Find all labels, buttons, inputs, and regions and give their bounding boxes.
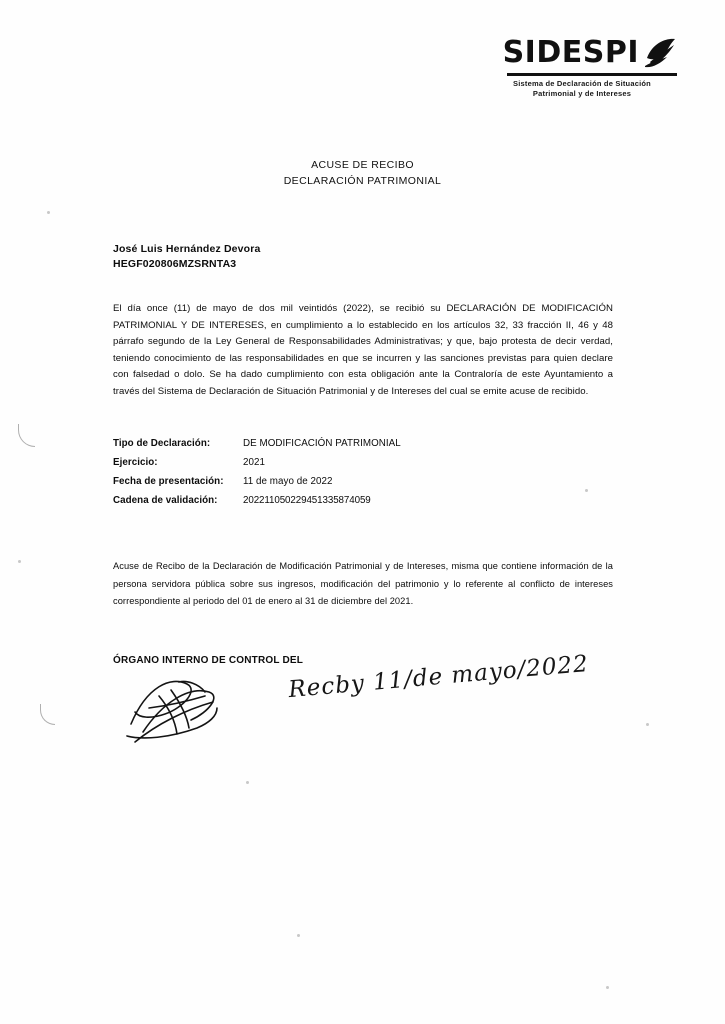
scan-speck	[606, 986, 609, 989]
scan-speck	[646, 723, 649, 726]
sidespi-logo	[417, 36, 677, 99]
closing-paragraph: Acuse de Recibo de la Declaración de Modificación Patrimonial y de Intereses, misma que contiene información de la persona servidora pública sobre sus ingresos, modificación del patrimonio y lo referente al conflicto de intereses correspondiente al periodo del 01 de enero al 31 de diciembre del 2021.	[113, 561, 613, 606]
field-value-tipo: DE MODIFICACIÓN PATRIMONIAL	[243, 438, 401, 449]
handwritten-signature-icon	[113, 662, 313, 762]
field-row	[113, 453, 613, 472]
logo-subtitle-line1: Sistema de Declaración de Situación	[513, 79, 651, 88]
field-row	[113, 434, 613, 453]
page-title	[0, 158, 725, 190]
scan-speck	[18, 560, 21, 563]
declarant-curp: HEGF020806MZSRNTA3	[113, 258, 237, 270]
handwritten-date-note: Recby 11/de mayo/2022	[287, 650, 590, 704]
organo-interno-label: ÓRGANO INTERNO DE CONTROL DEL	[113, 654, 304, 666]
scan-speck	[297, 934, 300, 937]
logo-subtitle-line2: Patrimonial y de Intereses	[532, 89, 632, 99]
page-title-line2: DECLARACIÓN PATRIMONIAL	[283, 174, 442, 187]
field-value-ejercicio: 2021	[243, 457, 265, 469]
field-value-fecha: 11 de mayo de 2022	[243, 476, 333, 488]
field-label-fecha: Fecha de presentación:	[113, 476, 224, 488]
logo-wordmark-row	[417, 36, 677, 70]
field-value-cadena: 202211050229451335874059	[243, 495, 371, 507]
field-row	[113, 472, 613, 491]
scan-speck	[47, 211, 50, 214]
logo-underline	[507, 73, 677, 76]
scan-arc-mark	[18, 424, 35, 447]
body-paragraph: El día once (11) de mayo de dos mil veintidós (2022), se recibió su DECLARACIÓN DE MODIFICACIÓN PATRIMONIAL Y DE INTERESES, en cumplimiento a lo establecido en los artículos 32, 33 fracción II, 46 y 48 párrafo segundo de la Ley General de Responsabilidades Administrativas; y que, bajo protesta de decir verdad, teniendo conocimiento de las responsabilidades en que se incurren y las sanciones previstas para quien declare con falsedad o dolo. Se ha dado cumplimiento con esta obligación ante la Contraloría de este Ayuntamiento a través del Sistema de Declaración de Situación Patrimonial y de Intereses del cual se emite acuse de recibido.	[113, 303, 613, 397]
logo-wordmark: SIDESPI	[502, 35, 639, 70]
document-content	[113, 243, 613, 676]
page-title-line1: ACUSE DE RECIBO	[311, 159, 414, 171]
declarant-name: José Luis Hernández Devora	[113, 243, 261, 255]
field-label-ejercicio: Ejercicio:	[113, 457, 158, 469]
field-row	[113, 491, 613, 510]
scan-speck	[246, 781, 249, 784]
field-label-cadena: Cadena de validación:	[113, 495, 218, 507]
field-label-tipo: Tipo de Declaración:	[113, 438, 211, 449]
scan-arc-mark	[40, 704, 55, 725]
declaration-fields	[113, 434, 613, 510]
bird-icon	[643, 36, 677, 70]
